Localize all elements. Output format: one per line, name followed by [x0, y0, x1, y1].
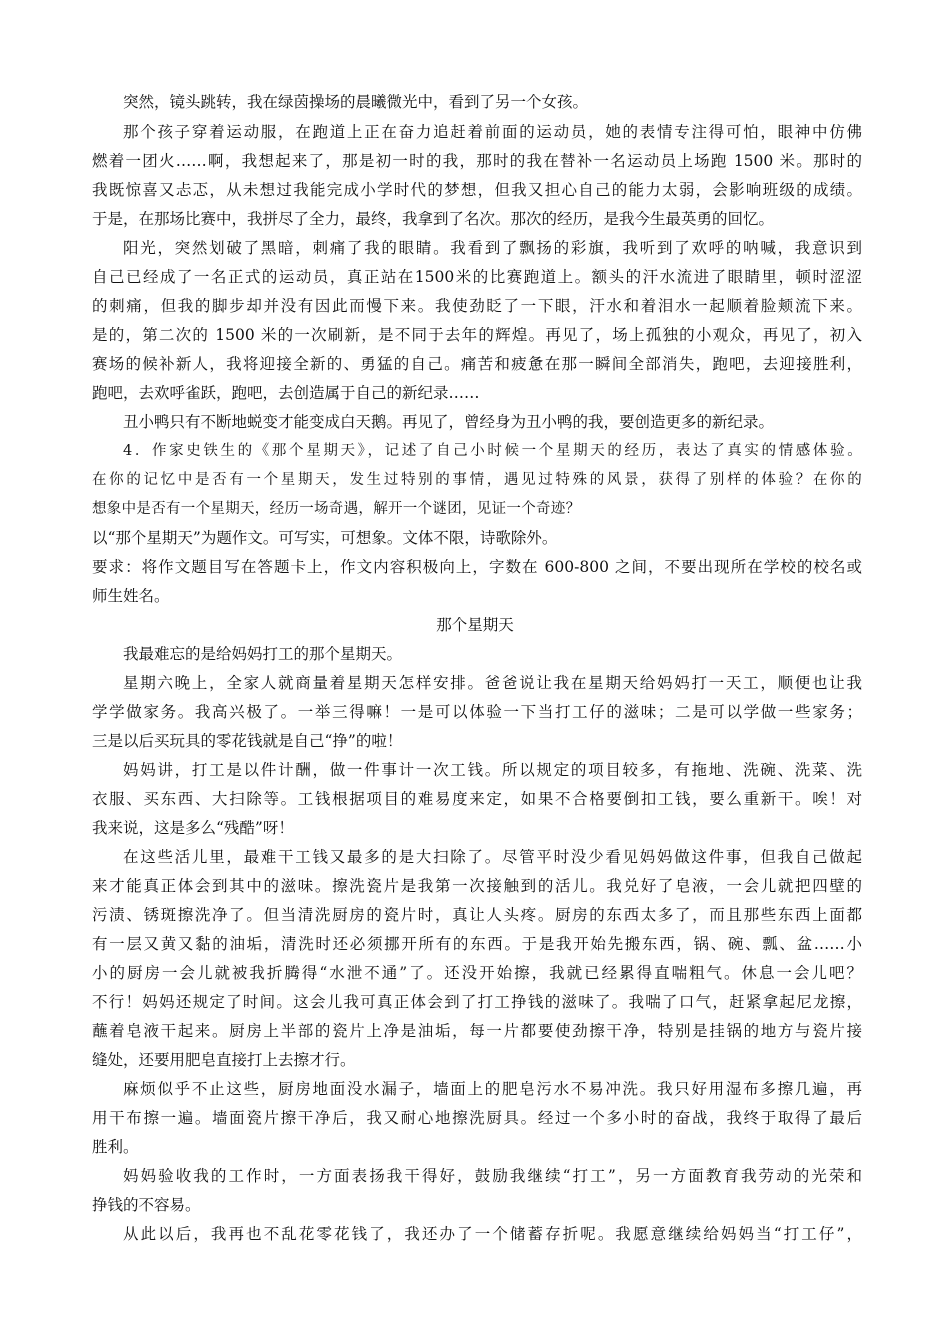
text-line: 跑吧，去欢呼雀跃，跑吧，去创造属于自己的新纪录…… [92, 384, 480, 402]
question-line: 4．作家史铁生的《那个星期天》，记述了自己小时候一个星期天的经历，表达了真实的情感体验。 [123, 443, 862, 459]
text-line: 阳光，突然划破了黑暗，刺痛了我的眼睛。我看到了飘扬的彩旗，我听到了欢呼的呐喊，我意识到 [123, 239, 862, 257]
requirement-line: 师生姓名。 [92, 587, 170, 605]
text-line: 那个孩子穿着运动服，在跑道上正在奋力追赶着前面的运动员，她的表情专注得可怕，眼神中仿佛 [123, 123, 862, 141]
question-line: 想象中是否有一个星期天，经历一场奇遇，解开一个谜团，见证一个奇迹？ [92, 501, 581, 517]
text-line: 来才能真正体会到其中的滋味。擦洗瓷片是我第一次接触到的活儿。我兑好了皂液，一会儿就把四壁的 [92, 877, 862, 895]
text-line: 我来说，这是多么“残酷”呀！ [92, 819, 294, 837]
requirement-line: 要求：将作文题目写在答题卡上，作文内容积极向上，字数在 600-800 之间，不要出现所在学校的校名或 [92, 558, 862, 576]
text-line: 有一层又黄又黏的油垢，清洗时还必须挪开所有的东西。于是我开始先搬东西，锅、碗、瓢、盆……小 [92, 935, 862, 953]
text-line: 缝处，还要用肥皂直接打上去擦才行。 [92, 1051, 356, 1069]
text-line: 蘸着皂液干起来。厨房上半部的瓷片上净是油垢，每一片都要使劲擦干净，特别是挂锅的地方与瓷片接 [92, 1022, 862, 1040]
text-line: 妈妈验收我的工作时，一方面表扬我干得好，鼓励我继续“打工”，另一方面教育我劳动的光荣和 [123, 1167, 862, 1185]
text-line: 我既惊喜又忐忑，从未想过我能完成小学时代的梦想，但我又担心自己的能力太弱，会影响班级的成绩。 [92, 181, 862, 199]
text-line: 从此以后，我再也不乱花零花钱了，我还办了一个储蓄存折呢。我愿意继续给妈妈当“打工仔”， [123, 1225, 862, 1243]
text-line: 挣钱的不容易。 [92, 1196, 201, 1214]
text-line: 我最难忘的是给妈妈打工的那个星期天。 [123, 645, 403, 663]
text-line: 污渍、锈斑擦洗净了。但当清洗厨房的瓷片时，真让人头疼。厨房的东西太多了，而且那些东西上面都 [92, 906, 862, 924]
text-line: 学学做家务。我高兴极了。一举三得嘛！一是可以体验一下当打工仔的滋味；二是可以学做一些家务； [92, 703, 862, 721]
text-line: 在这些活儿里，最难干工钱又最多的是大扫除了。尽管平时没少看见妈妈做这件事，但我自己做起 [123, 848, 862, 866]
text-line: 麻烦似乎不止这些，厨房地面没水漏子，墙面上的肥皂污水不易冲洗。我只好用湿布多擦几遍，再 [123, 1080, 862, 1098]
text-line: 不行！妈妈还规定了时间。这会儿我可真正体会到了打工挣钱的滋味了。我喘了口气，赶紧拿起尼龙擦， [92, 993, 862, 1011]
text-line: 妈妈讲，打工是以件计酬，做一件事计一次工钱。所以规定的项目较多，有拖地、洗碗、洗菜、洗 [123, 761, 862, 779]
question-line: 在你的记忆中是否有一个星期天，发生过特别的事情，遇见过特殊的风景，获得了别样的体验？在你的 [92, 472, 862, 488]
text-line: 自己已经成了一名正式的运动员，真正站在1500米的比赛跑道上。额头的汗水流进了眼睛里，顿时涩涩 [92, 268, 862, 286]
text-line: 胜利。 [92, 1138, 139, 1156]
text-line: 衣服、买东西、大扫除等。工钱根据项目的难易度来定，如果不合格要倒扣工钱，要么重新干。唉！对 [92, 790, 862, 808]
text-line: 丑小鸭只有不断地蜕变才能变成白天鹅。再见了，曾经身为丑小鸭的我，要创造更多的新纪录。 [123, 413, 775, 431]
text-line: 的刺痛，但我的脚步却并没有因此而慢下来。我使劲眨了一下眼，汗水和着泪水一起顺着脸颊流下来。 [92, 297, 862, 315]
text-line: 星期六晚上，全家人就商量着星期天怎样安排。爸爸说让我在星期天给妈妈打一天工，顺便也让我 [123, 674, 862, 692]
text-line: 于是，在那场比赛中，我拼尽了全力，最终，我拿到了名次。那次的经历，是我今生最英勇的回忆。 [92, 210, 775, 228]
question-line: 以“那个星期天”为题作文。可写实，可想象。文体不限，诗歌除外。 [92, 529, 558, 547]
text-line: 赛场的候补新人，我将迎接全新的、勇猛的自己。痛苦和疲惫在那一瞬间全部消失，跑吧，去迎接胜利， [92, 355, 862, 373]
text-line: 是的，第二次的 1500 米的一次刷新，是不同于去年的辉煌。再见了，场上孤独的小观众，再见了，初入 [92, 326, 862, 344]
text-line: 用干布擦一遍。墙面瓷片擦干净后，我又耐心地擦洗厨具。经过一个多小时的奋战，我终于取得了最后 [92, 1109, 862, 1127]
text-line: 小的厨房一会儿就被我折腾得“水泄不通”了。还没开始擦，我就已经累得直喘粗气。休息一会儿吧？ [92, 964, 862, 982]
text-line: 突然，镜头跳转，我在绿茵操场的晨曦微光中，看到了另一个女孩。 [123, 93, 589, 111]
text-line: 三是以后买玩具的零花钱就是自己“挣”的啦！ [92, 732, 403, 750]
text-line: 燃着一团火……啊，我想起来了，那是初一时的我，那时的我在替补一名运动员上场跑 1500 米。那时的 [92, 152, 862, 170]
essay-title: 那个星期天 [436, 616, 514, 634]
